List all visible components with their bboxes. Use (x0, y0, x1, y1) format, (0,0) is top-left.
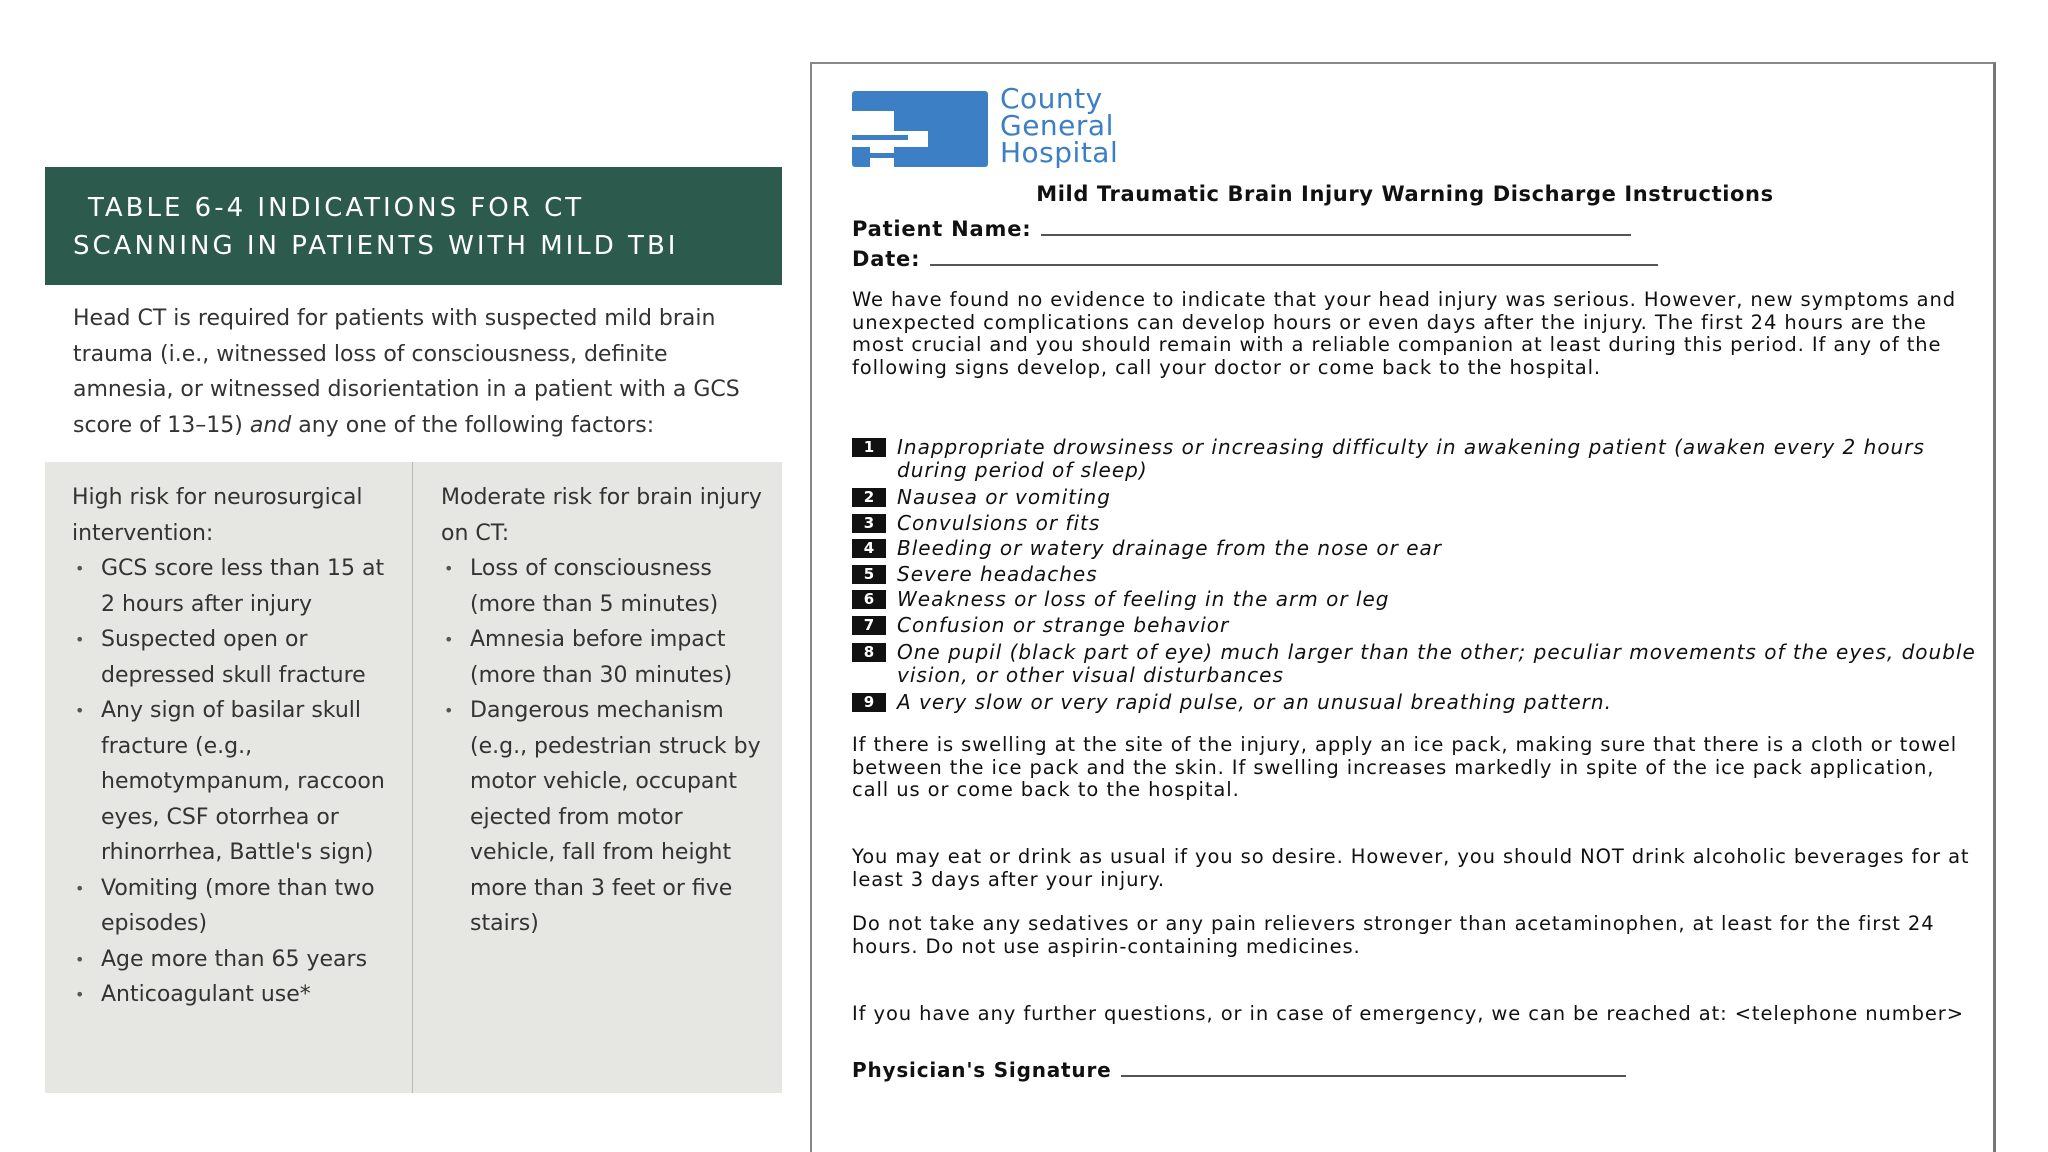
form-title: Mild Traumatic Brain Injury Warning Discharge Instructions (1036, 182, 1774, 206)
list-item (852, 512, 1982, 535)
eat-drink-paragraph: You may eat or drink as usual if you so desire. However, you should NOT drink alcoholic beverages for at least 3 days after your injury. (852, 845, 1970, 891)
warning-text: A very slow or very rapid pulse, or an unusual breathing pattern. (897, 690, 1612, 714)
moderate-risk-column (413, 462, 782, 1093)
list-item (852, 436, 1982, 481)
swelling-paragraph: If there is swelling at the site of the injury, apply an ice pack, making sure that there is a cloth or towel between the ice pack and the skin. If swelling increases markedly in spite of the ice pack application, call us or come back to the hospital. (852, 733, 1958, 801)
number-badge: 6 (852, 590, 886, 609)
warning-text: Confusion or strange behavior (897, 612, 1230, 637)
hospital-cross-icon (852, 91, 988, 167)
moderate-risk-list (441, 551, 764, 942)
list-item (852, 537, 1982, 560)
high-risk-column (45, 462, 413, 1093)
hospital-name-line3: Hospital (1000, 136, 1119, 169)
warning-text: Weakness or loss of feeling in the arm or leg (897, 587, 1390, 611)
list-item (852, 641, 1982, 686)
high-risk-heading: High risk for neurosurgical intervention: (72, 485, 363, 546)
warning-signs-list (852, 436, 1982, 714)
list-item: • Age more than 65 years (72, 942, 394, 978)
list-item: • Amnesia before impact (more than 30 minutes) (441, 622, 764, 693)
warning-text: Severe headaches (897, 561, 1098, 586)
patient-name-field (852, 217, 1631, 241)
list-item (852, 486, 1982, 509)
table-body (45, 462, 782, 1093)
hospital-name-line2: General (1000, 109, 1114, 142)
number-badge: 8 (852, 643, 886, 662)
patient-name-line (1041, 233, 1631, 236)
list-item: • Any sign of basilar skull fracture (e.g., hemotympanum, raccoon eyes, CSF otorrhea or rhinorrhea, Battle's sign) (72, 693, 394, 871)
list-item (852, 563, 1982, 586)
signature-label: Physician's Signature (852, 1058, 1112, 1082)
moderate-risk-heading: Moderate risk for brain injury on CT: (441, 485, 762, 546)
signature-field (852, 1058, 1626, 1082)
warning-text: Bleeding or watery drainage from the nose or ear (897, 536, 1442, 560)
warning-text: Inappropriate drowsiness or increasing difficulty in awakening patient (awaken every 2 hours during period of sleep) (897, 435, 1925, 482)
sedatives-paragraph: Do not take any sedatives or any pain relievers stronger than acetaminophen, at least for the first 24 hours. Do not use aspirin-containing medicines. (852, 912, 1935, 958)
ct-indications-table (45, 167, 782, 1093)
high-risk-list (72, 551, 394, 1013)
number-badge: 7 (852, 616, 886, 635)
list-item: • Dangerous mechanism (e.g., pedestrian struck by motor vehicle, occupant ejected from motor vehicle, fall from height more than 3 feet or five stairs) (441, 693, 764, 942)
list-item: • Anticoagulant use* (72, 977, 394, 1013)
table-intro-text: Head CT is required for patients with suspected mild brain trauma (i.e., witnessed loss of consciousness, definite amnesia, or witnessed disorientation in a patient with a GCS score of 13–15) (73, 306, 740, 438)
discharge-instructions-form (810, 62, 1996, 1152)
number-badge: 9 (852, 693, 886, 712)
list-item: • Suspected open or depressed skull fracture (72, 622, 394, 693)
signature-line (1121, 1074, 1626, 1077)
number-badge: 2 (852, 488, 886, 507)
list-item (852, 691, 1982, 714)
table-intro-text-end: any one of the following factors: (291, 412, 655, 438)
list-item (852, 614, 1982, 637)
number-badge: 3 (852, 514, 886, 533)
number-badge: 5 (852, 565, 886, 584)
number-badge: 1 (852, 438, 886, 457)
warning-text: Convulsions or fits (897, 510, 1101, 535)
table-intro (45, 285, 782, 462)
hospital-name-line1: County (1000, 82, 1103, 115)
list-item: • Loss of consciousness (more than 5 minutes) (441, 551, 764, 622)
list-item: • GCS score less than 15 at 2 hours after injury (72, 551, 394, 622)
list-item: • Vomiting (more than two episodes) (72, 871, 394, 942)
patient-name-label: Patient Name: (852, 217, 1032, 241)
questions-paragraph: If you have any further questions, or in case of emergency, we can be reached at: <telephone number> (852, 1002, 1964, 1025)
date-field (852, 247, 1658, 271)
warning-text: One pupil (black part of eye) much larger than the other; peculiar movements of the eyes, double vision, or other visual disturbances (897, 640, 1976, 687)
hospital-logo (852, 82, 1119, 169)
number-badge: 4 (852, 539, 886, 558)
intro-paragraph: We have found no evidence to indicate that your head injury was serious. However, new symptoms and unexpected complications can develop hours or even days after the injury. The first 24 hours are the most crucial and you should remain with a reliable companion at least during this period. If any of the following signs develop, call your doctor or come back to the hospital. (852, 288, 1957, 379)
date-label: Date: (852, 247, 921, 271)
hospital-name (1000, 82, 1119, 169)
table-title-line1: TABLE 6-4 INDICATIONS FOR CT (88, 193, 585, 223)
table-title (45, 167, 782, 285)
table-title-line2: SCANNING IN PATIENTS WITH MILD TBI (73, 231, 679, 261)
list-item (852, 588, 1982, 611)
table-intro-and: and (249, 412, 292, 438)
date-line (930, 263, 1658, 266)
warning-text: Nausea or vomiting (897, 485, 1111, 509)
